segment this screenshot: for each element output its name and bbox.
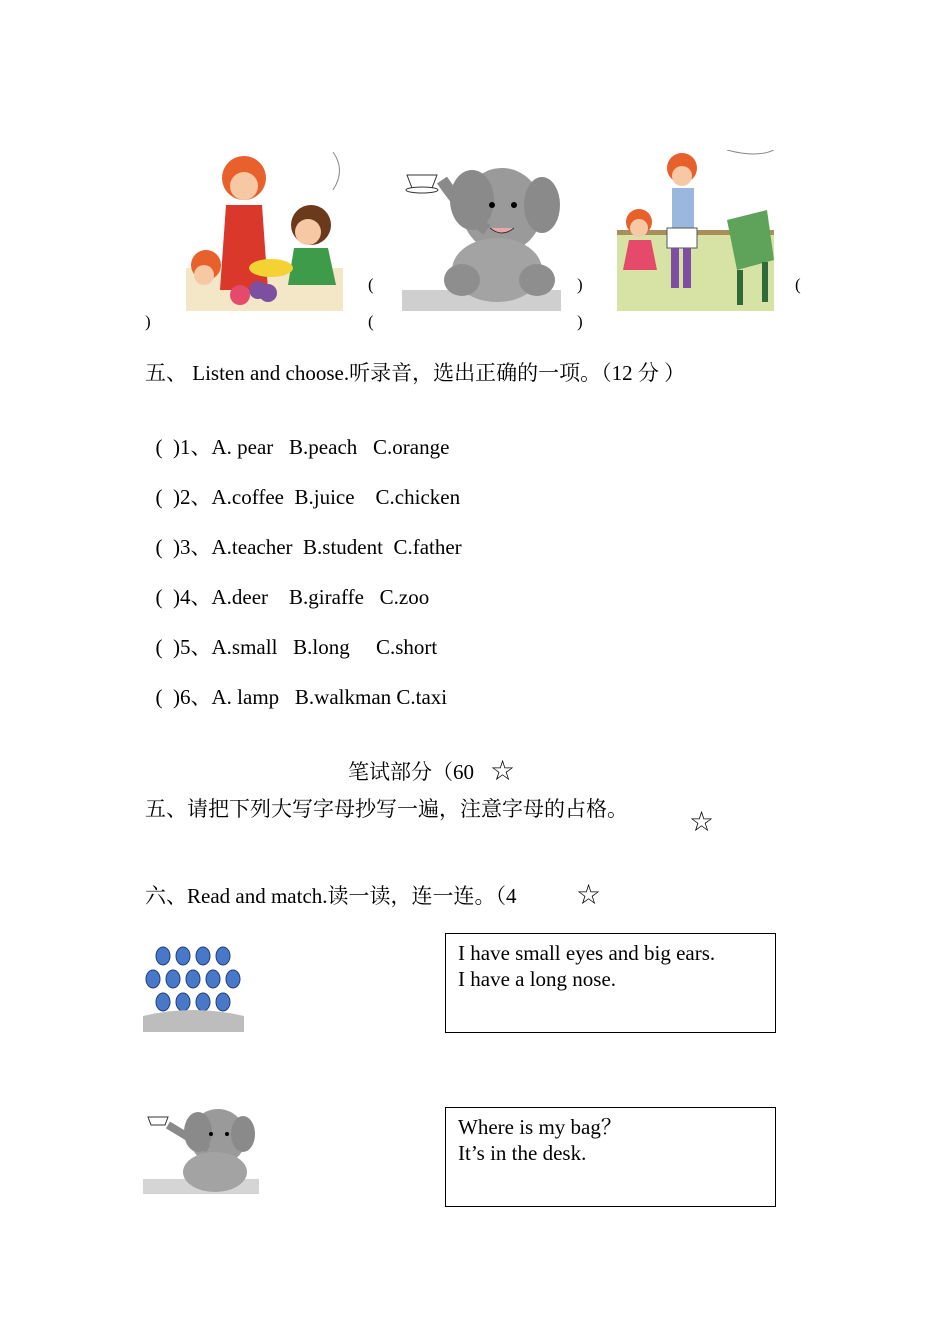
star-icon: ☆ (490, 754, 516, 787)
answer-paren: ) (577, 312, 583, 331)
question-options: A.teacher B.student C.father (211, 535, 462, 559)
sentence-line: I have small eyes and big ears. (458, 941, 716, 965)
question-row (145, 461, 460, 509)
peacock-picture (143, 934, 244, 1032)
sentence-line: Where is my bag？ (458, 1115, 622, 1139)
match-sentence-box[interactable] (445, 933, 776, 1033)
listen-section-heading: 五、 Listen and choose.听录音，选出正确的一项。（12 分 ） (145, 361, 686, 385)
question-number: ( )5、 (155, 635, 212, 659)
family-fruit-picture (186, 150, 343, 311)
question-number: ( )2、 (155, 485, 212, 509)
written-part-title: 笔试部分（60 (348, 760, 474, 784)
sentence-line: I have a long nose. (458, 967, 617, 991)
answer-paren: ( (368, 312, 374, 331)
answer-paren: ( (795, 275, 801, 294)
star-icon: ☆ (576, 878, 602, 911)
star-icon: ☆ (689, 805, 715, 838)
copy-letters-heading: 五、请把下列大写字母抄写一遍，注意字母的占格。 (145, 797, 628, 821)
question-row (145, 561, 429, 609)
question-options: A.small B.long C.short (211, 635, 438, 659)
question-row (145, 511, 462, 559)
question-row (145, 661, 447, 709)
question-options: A.deer B.giraffe C.zoo (211, 585, 430, 609)
question-number: ( )1、 (155, 435, 212, 459)
question-row (145, 611, 437, 659)
elephant-small-picture (143, 1107, 259, 1194)
question-options: A. pear B.peach C.orange (211, 435, 450, 459)
question-options: A.coffee B.juice C.chicken (211, 485, 461, 509)
read-match-heading: 六、Read and match.读一读，连一连。（4 (145, 884, 517, 908)
question-number: ( )6、 (155, 685, 212, 709)
question-number: ( )3、 (155, 535, 212, 559)
answer-paren: ) (145, 312, 151, 331)
elephant-picture (402, 150, 561, 311)
question-number: ( )4、 (155, 585, 212, 609)
question-row (145, 411, 449, 459)
answer-paren: ( (368, 275, 374, 294)
question-options: A. lamp B.walkman C.taxi (211, 685, 448, 709)
family-table-picture (617, 150, 774, 311)
sentence-line: It’s in the desk. (458, 1141, 587, 1165)
match-sentence-box[interactable] (445, 1107, 776, 1207)
answer-paren: ) (577, 275, 583, 294)
